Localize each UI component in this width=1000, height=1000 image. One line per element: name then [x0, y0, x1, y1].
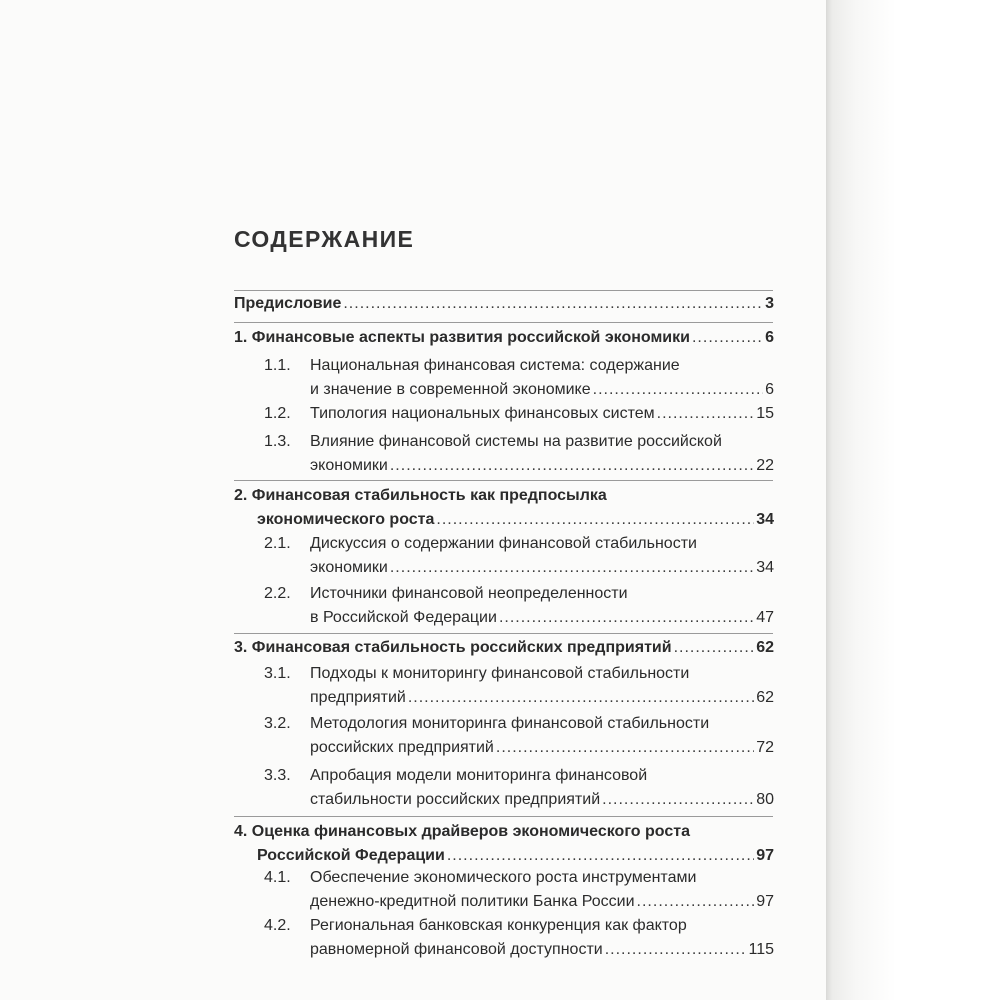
page-number: 80 — [756, 791, 774, 808]
toc-entry-chapter-3: 3. Финансовая стабильность российских предприятий ..... 62 — [234, 636, 774, 660]
toc-entry-1-3: 1.3. Влияние финансовой системы на развитие российской экономики ..... 22 — [234, 430, 774, 478]
divider — [234, 290, 773, 291]
page-number: 97 — [756, 893, 774, 910]
toc-entry-3-1: 3.1. Подходы к мониторингу финансовой стабильности предприятий ..... 62 — [234, 662, 774, 710]
section-number: 2.1. — [264, 535, 291, 552]
toc-entry-4-2: 4.2. Региональная банковская конкуренция как фактор равномерной финансовой доступности ..... 115 — [234, 914, 774, 962]
page-edge-shadow — [826, 0, 1000, 1000]
toc-entry-3-3: 3.3. Апробация модели мониторинга финансовой стабильности российских предприятий ..... 80 — [234, 764, 774, 812]
section-number: 2.2. — [264, 585, 291, 602]
divider — [234, 322, 773, 323]
page-title: СОДЕРЖАНИЕ — [234, 226, 415, 252]
page-number: 72 — [756, 739, 774, 756]
toc-entry-4-1: 4.1. Обеспечение экономического роста инструментами денежно-кредитной политики Банка России ..... 97 — [234, 866, 774, 914]
page-number: 62 — [756, 639, 774, 656]
page-number: 34 — [756, 559, 774, 576]
page-number: 115 — [748, 941, 774, 958]
section-number: 3.2. — [264, 715, 291, 732]
section-number: 3.3. — [264, 767, 291, 784]
section-number: 1.1. — [264, 357, 291, 374]
page-number: 62 — [756, 689, 774, 706]
toc-entry-2-2: 2.2. Источники финансовой неопределенности в Российской Федерации ..... 47 — [234, 582, 774, 630]
section-number: 1.2. — [264, 405, 291, 422]
divider — [234, 480, 773, 481]
page-number: 34 — [756, 511, 774, 528]
toc-entry-1-2: 1.2. Типология национальных финансовых систем ..... 15 — [234, 402, 774, 426]
divider — [234, 633, 773, 634]
page-number: 15 — [756, 405, 774, 422]
page-number: 47 — [756, 609, 774, 626]
toc-entry-2-1: 2.1. Дискуссия о содержании финансовой стабильности экономики ..... 34 — [234, 532, 774, 580]
divider — [234, 816, 773, 817]
toc-entry-chapter-1: 1. Финансовые аспекты развития российской экономики ..... 6 — [234, 326, 774, 350]
page-number: 6 — [765, 381, 774, 398]
toc-entry-chapter-2: 2. Финансовая стабильность как предпосылка экономического роста ..... 34 — [234, 484, 774, 532]
toc-entry-preface: Предисловие ..... 3 — [234, 292, 774, 316]
page-number: 3 — [765, 295, 774, 312]
toc-entry-chapter-4: 4. Оценка финансовых драйверов экономического роста Российской Федерации ..... 97 — [234, 820, 774, 868]
page-number: 22 — [756, 457, 774, 474]
page-number: 97 — [756, 847, 774, 864]
section-number: 3.1. — [264, 665, 291, 682]
section-number: 1.3. — [264, 433, 291, 450]
toc-entry-3-2: 3.2. Методология мониторинга финансовой стабильности российских предприятий ..... 72 — [234, 712, 774, 760]
toc-entry-1-1: 1.1. Национальная финансовая система: содержание и значение в современной экономике ..... 6 — [234, 354, 774, 402]
page-number: 6 — [765, 329, 774, 346]
section-number: 4.2. — [264, 917, 291, 934]
section-number: 4.1. — [264, 869, 291, 886]
